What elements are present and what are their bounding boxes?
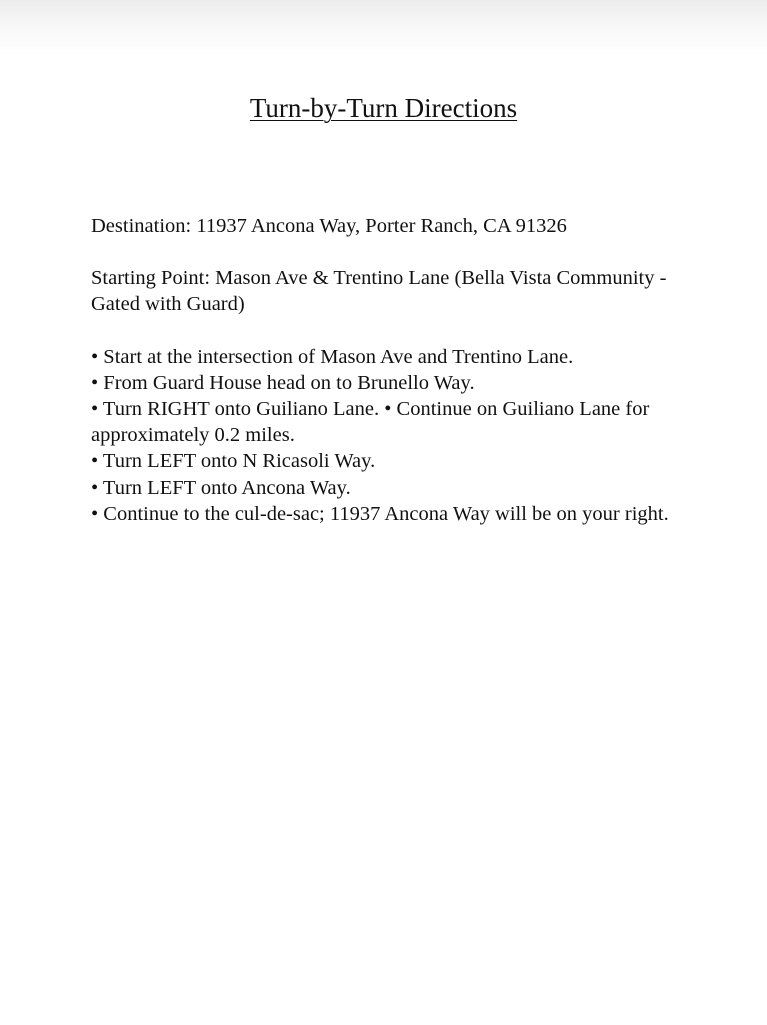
- document-title: Turn-by-Turn Directions: [249, 93, 518, 123]
- step-item: • Continue to the cul-de-sac; 11937 Ancona Way will be on your right.: [91, 502, 669, 525]
- step-item: • Turn LEFT onto N Ricasoli Way.: [91, 450, 376, 473]
- destination-line: Destination: 11937 Ancona Way, Porter Ranch, CA 91326: [91, 215, 567, 237]
- step-item: • Turn RIGHT onto Guiliano Lane. • Continue on Guiliano Lane for approximately 0.2 miles.: [91, 398, 650, 447]
- starting-point-line: Starting Point: Mason Ave & Trentino Lane (Bella Vista Community - Gated with Guard): [91, 267, 667, 316]
- step-item: • Turn LEFT onto Ancona Way.: [91, 476, 351, 499]
- step-item: • From Guard House head on to Brunello Way.: [91, 371, 475, 394]
- steps-list: [91, 344, 691, 527]
- step-item: • Start at the intersection of Mason Ave and Trentino Lane.: [91, 345, 574, 368]
- directions-content: [91, 213, 691, 527]
- top-shadow: [0, 0, 767, 56]
